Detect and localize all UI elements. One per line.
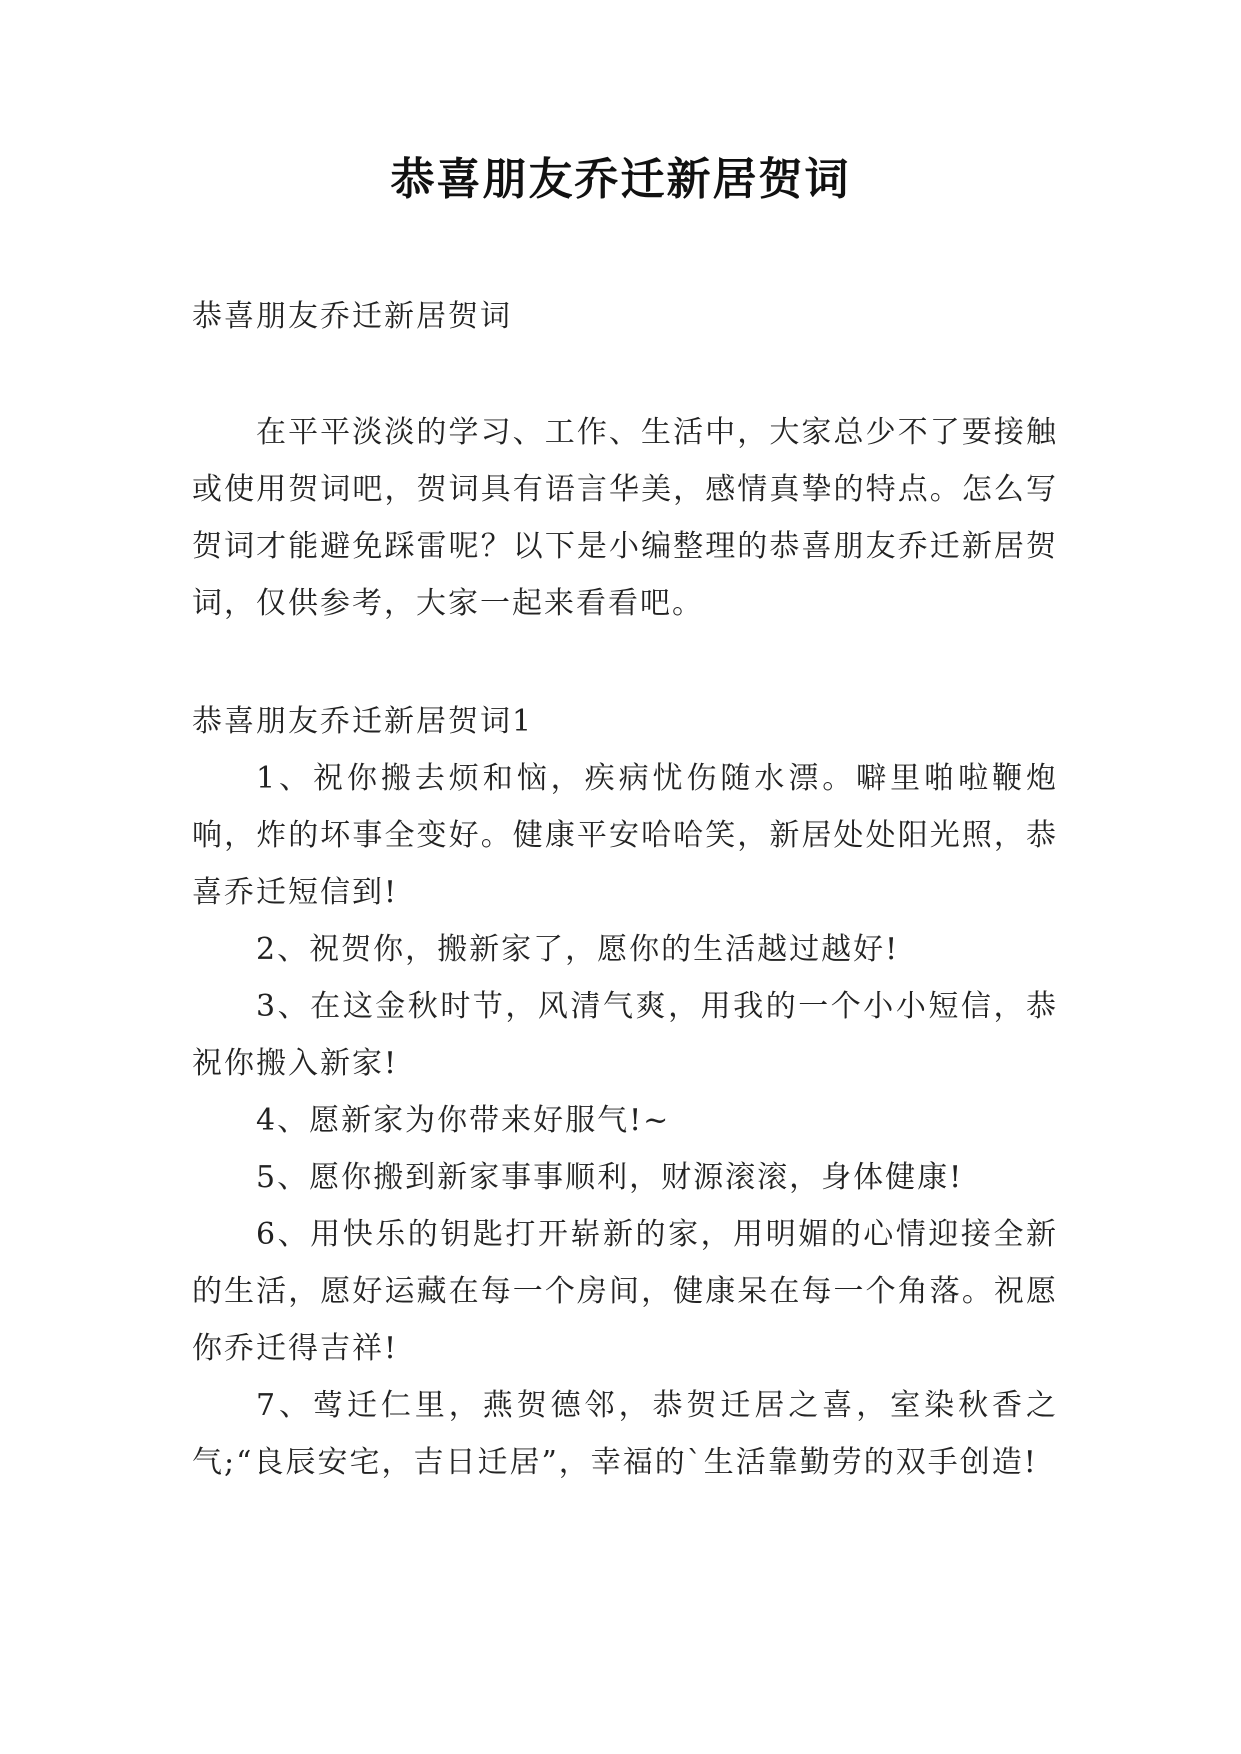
subtitle-text: 恭喜朋友乔迁新居贺词 [192,299,512,334]
greeting-item-4: 4、愿新家为你带来好服气!~ [256,1103,671,1138]
greeting-item-5: 5、愿你搬到新家事事顺利，财源滚滚，身体健康! [256,1160,964,1195]
greetings-section [192,693,1058,1491]
greeting-item-2: 2、祝贺你，搬新家了，愿你的生活越过越好! [256,932,900,967]
greeting-item-6: 6、用快乐的钥匙打开崭新的家，用明媚的心情迎接全新的生活，愿好运藏在每一个房间，健康呆在每一个角落。祝愿你乔迁得吉祥! [192,1217,1058,1366]
greeting-item-1: 1、祝你搬去烦和恼，疾病忧伤随水漂。噼里啪啦鞭炮响，炸的坏事全变好。健康平安哈哈笑，新居处处阳光照，恭喜乔迁短信到! [192,761,1058,910]
section-heading: 恭喜朋友乔迁新居贺词1 [192,704,534,739]
document-title: 恭喜朋友乔迁新居贺词 [390,154,851,205]
intro-text: 在平平淡淡的学习、工作、生活中，大家总少不了要接触或使用贺词吧，贺词具有语言华美，感情真挚的特点。怎么写贺词才能避免踩雷呢？以下是小编整理的恭喜朋友乔迁新居贺词，仅供参考，大家一起来看看吧。 [192,415,1058,621]
greeting-item-7: 7、莺迁仁里，燕贺德邻，恭贺迁居之喜，室染秋香之气;“良辰安宅，吉日迁居”，幸福的`生活靠勤劳的双手创造! [192,1388,1058,1480]
document-subtitle [192,288,1058,345]
greeting-item-3: 3、在这金秋时节，风清气爽，用我的一个小小短信，恭祝你搬入新家! [192,989,1058,1081]
intro-paragraph [192,404,1058,632]
